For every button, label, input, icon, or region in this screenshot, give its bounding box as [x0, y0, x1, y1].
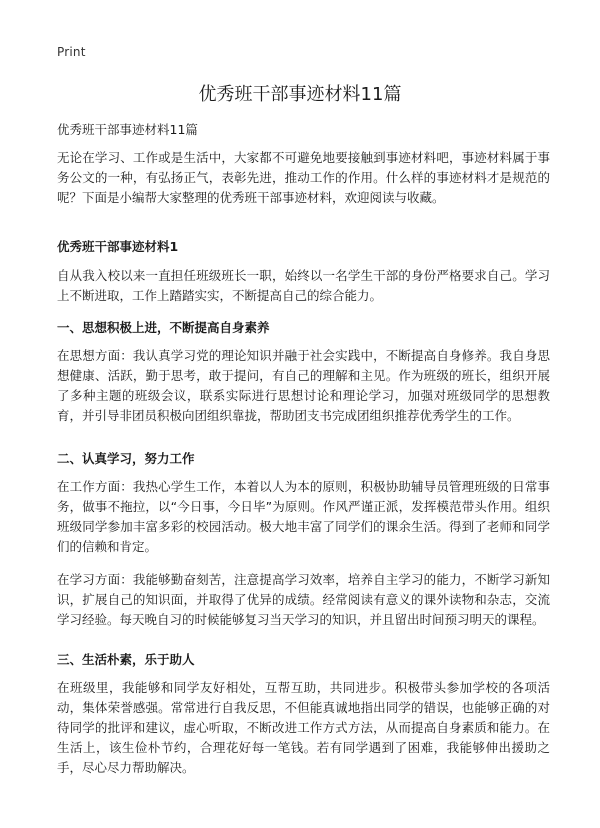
subtitle: 优秀班干部事迹材料11篇	[57, 122, 198, 137]
heading-3: 三、生活朴素，乐于助人	[57, 652, 195, 667]
page-title: 优秀班干部事迹材料11篇	[198, 84, 402, 105]
paragraph-4: 在班级里，我能够和同学友好相处，互帮互助，共同进步。积极带头参加学校的各项活动，集体荣誉感强。常常进行自我反思，不但能真诚地指出同学的错误，也能够正确的对待同学的批评和建议，虚心听取，不断改进工作方式方法，从而提高自身素质和能力。在生活上，该生俭朴节约，合理花好每一笔钱。若有同学遇到了困难，我能够伸出援助之手，尽心尽力帮助解决。	[57, 680, 550, 775]
intro-paragraph: 无论在学习、工作或是生活中，大家都不可避免地要接触到事迹材料吧，事迹材料属于事务公文的一种，有弘扬正气，表彰先进，推动工作的作用。什么样的事迹材料才是规范的呢？下面是小编帮大家整理的优秀班干部事迹材料，欢迎阅读与收藏。	[57, 150, 550, 205]
section-title: 优秀班干部事迹材料1	[57, 239, 179, 254]
print-link[interactable]: Print	[57, 45, 86, 59]
paragraph-3: 在学习方面：我能够勤奋刻苦，注意提高学习效率，培养自主学习的能力，不断学习新知识，扩展自己的知识面，并取得了优异的成绩。经常阅读有意义的课外读物和杂志，交流学习经验。每天晚自习的时候能够复习当天学习的知识，并且留出时间预习明天的课程。	[57, 572, 550, 627]
paragraph-2: 在工作方面：我热心学生工作，本着以人为本的原则，积极协助辅导员管理班级的日常事务，做事不拖拉，以“今日事，今日毕”为原则。作风严谨正派，发挥模范带头作用。组织班级同学参加丰富多彩的校园活动。极大地丰富了同学们的课余生活。得到了老师和同学们的信赖和肯定。	[57, 479, 550, 554]
section-paragraph: 自从我入校以来一直担任班级班长一职，始终以一名学生干部的身份严格要求自己。学习上不断进取，工作上踏踏实实，不断提高自己的综合能力。	[57, 268, 550, 303]
paragraph-1: 在思想方面：我认真学习党的理论知识并融于社会实践中，不断提高自身修养。我自身思想健康、活跃，勤于思考，敢于提问，有自己的理解和主见。作为班级的班长，组织开展了多种主题的班级会议，联系实际进行思想讨论和理论学习，加强对班级同学的思想教育，并引导非团员积极向团组织靠拢，帮助团支书完成团组织推荐优秀学生的工作。	[57, 348, 550, 423]
heading-2: 二、认真学习，努力工作	[57, 451, 195, 466]
heading-1: 一、思想积极上进，不断提高自身素养	[57, 320, 270, 335]
